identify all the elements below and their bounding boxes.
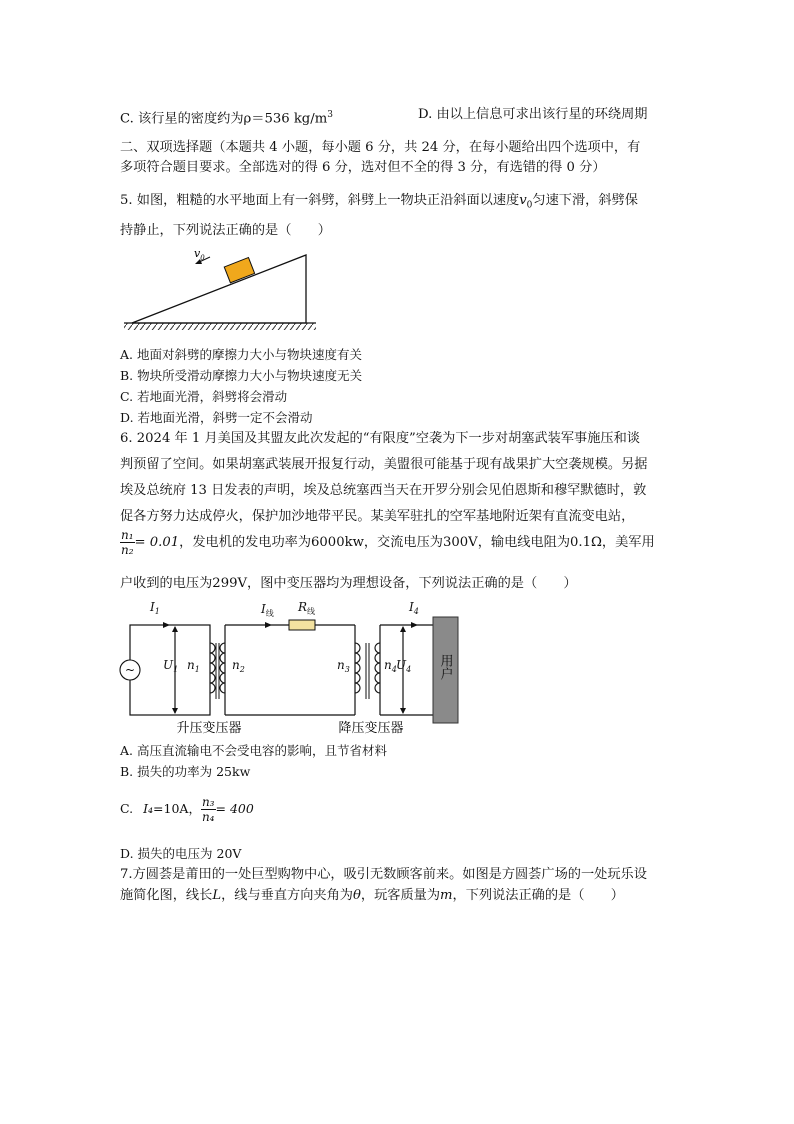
q5-stem-text-b: 匀速下滑，斜劈保: [532, 193, 638, 208]
ac-source-symbol: ~: [124, 663, 136, 677]
coil-n4: [375, 643, 380, 693]
q5-velocity-sub: 0: [526, 200, 533, 211]
section2-line1: 二、双项选择题（本题共 4 小题，每小题 6 分，共 24 分，在每小题给出四个选项中，有: [120, 140, 641, 155]
q6-stem-line1: 6. 2024 年 1 月美国及其盟友此次发起的“有限度”空袭为下一步对胡塞武装军事施压和谈: [120, 431, 640, 446]
q4-density-unit-exp: 3: [327, 110, 333, 120]
q6-option-d: D. 损失的电压为 20V: [120, 846, 242, 861]
i1-arrow: [163, 622, 170, 628]
label-r: $R_线$: [298, 600, 316, 616]
q6-stem-line2: 判预留了空间。如果胡塞武装展开报复行动，美盟很可能基于现有战果扩大空袭规模。另据: [120, 457, 648, 472]
coil-n2: [220, 643, 225, 693]
q7-mass-symbol: m: [440, 888, 453, 903]
coil-n3: [355, 643, 360, 693]
label-n4: $n_4$: [384, 658, 397, 674]
q5-stem-text-a: 5. 如图，粗糙的水平地面上有一斜劈，斜劈上一物块正沿斜面以速度: [120, 193, 520, 208]
q6-option-c-ratio: [201, 795, 216, 824]
q7-text-c: ，玩客质量为: [360, 888, 441, 903]
label-n2: $n_2$: [232, 658, 245, 674]
q5-velocity-symbol: v: [519, 193, 527, 208]
sliding-block: [224, 258, 254, 283]
q6-stem-line5-text: ，发电机的发电功率为6000kw，交流电压为300V，输电线电阻为0.1Ω，美军用: [179, 535, 655, 550]
q6-circuit-diagram: [115, 595, 470, 740]
label-n3: $n_3$: [337, 658, 350, 674]
q6-stem-line6: 户收到的电压为299V，图中变压器均为理想设备，下列说法正确的是（ ）: [120, 576, 577, 591]
q6-option-c-den: n₄: [201, 810, 215, 824]
q5-option-c: C. 若地面光滑，斜劈将会滑动: [120, 389, 288, 404]
q5-stem-line2: 持静止，下列说法正确的是（ ）: [120, 223, 331, 238]
q7-length-symbol: L: [212, 888, 222, 903]
q6-stem-line4: 促各方努力达成停火，保护加沙地带平民。某美军驻扎的空军基地附近架有直流变电站，: [120, 509, 635, 524]
q6-option-c: [120, 794, 254, 824]
q7-text-a: 施简化图，线长: [120, 888, 213, 903]
q5-incline-figure: [120, 245, 320, 330]
label-n1: $n_1$: [187, 658, 200, 674]
i4-arrow: [411, 622, 418, 628]
q6-ratio-den: n₂: [121, 543, 134, 557]
q6-option-b: B. 损失的功率为 25kw: [120, 764, 251, 779]
user-label: 用户: [437, 654, 453, 680]
step-down-label: 降压变压器: [338, 721, 404, 736]
q4-density-value: ρ＝536 kg/m: [243, 111, 328, 127]
q7-text-d: ，下列说法正确的是（ ）: [452, 888, 624, 903]
q7-stem-line1: 7.方圆荟是莆田的一处巨型购物中心，吸引无数顾客前来。如图是方圆荟广场的一处玩乐设: [120, 867, 647, 882]
q7-angle-symbol: θ: [352, 888, 361, 903]
label-u1: $U_1$: [163, 658, 179, 674]
q6-option-a: A. 高压直流输电不会受电容的影响，且节省材料: [120, 743, 387, 758]
q6-option-c-num: n₃: [201, 795, 215, 809]
q5-option-a: A. 地面对斜劈的摩擦力大小与物块速度有关: [120, 347, 362, 362]
label-i4: $I_4$: [409, 600, 419, 616]
q7-text-b: ，线与垂直方向夹角为: [221, 888, 353, 903]
label-iline: $I_线$: [261, 602, 274, 618]
velocity-label: $v_0$: [194, 247, 205, 262]
q5-option-b: B. 物块所受滑动摩擦力大小与物块速度无关: [120, 368, 363, 383]
q6-stem-line5: [120, 528, 655, 558]
q6-option-c-prefix: C.: [120, 801, 134, 816]
q5-stem-line1: [120, 192, 638, 215]
q6-turns-ratio: [120, 528, 135, 557]
label-u4: $U_4$: [396, 658, 412, 674]
section2-line2: 多项符合题目要求。全部选对的得 6 分，选对但不全的得 3 分，有选错的得 0 分）: [120, 160, 606, 175]
q6-ratio-num: n₁: [121, 528, 134, 542]
iline-arrow: [265, 622, 272, 628]
q6-ratio-value: = 0.01: [134, 535, 180, 550]
line-resistor: [289, 620, 315, 630]
wedge: [132, 255, 306, 323]
q4-option-c: [120, 106, 333, 128]
q7-stem-line2: [120, 887, 624, 905]
coil-n1: [210, 643, 215, 693]
step-up-label: 升压变压器: [176, 721, 242, 736]
label-i1: $I_1$: [150, 600, 160, 616]
q4-option-c-text: C. 该行星的密度约为: [120, 111, 244, 127]
q6-option-c-i4: I₄: [143, 801, 154, 816]
q6-option-c-value: = 400: [215, 801, 254, 816]
q5-option-d: D. 若地面光滑，斜劈一定不会滑动: [120, 410, 313, 425]
ground-hatch: [124, 323, 316, 330]
q6-option-c-mid: =10A，: [153, 801, 201, 816]
q6-stem-line3: 埃及总统府 13 日发表的声明，埃及总统塞西当天在开罗分别会见伯恩斯和穆罕默德时，敦: [120, 483, 647, 498]
q4-option-d: D. 由以上信息可求出该行星的环绕周期: [418, 107, 648, 122]
